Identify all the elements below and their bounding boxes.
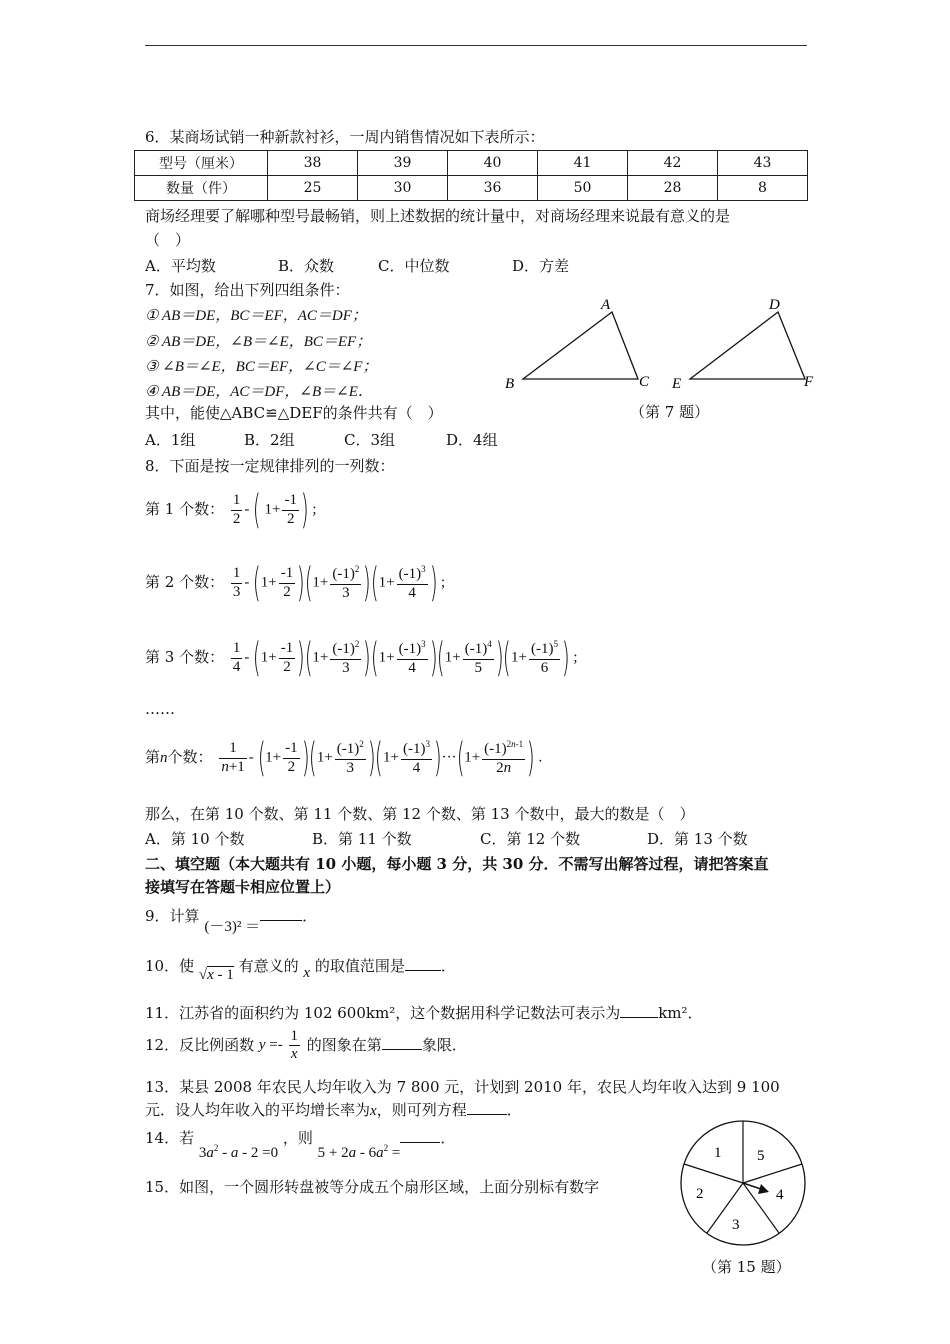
q13-answer-blank — [467, 1114, 507, 1115]
q13-text: 元．设人均年收入的平均增长率为 — [145, 1101, 371, 1119]
q10 — [145, 955, 456, 983]
q12 — [145, 1028, 467, 1064]
q8-n1-label: 第 1 个数： — [145, 500, 225, 518]
q7-condition-4: ④ AB＝DE，AC＝DF，∠B＝∠E． — [145, 384, 373, 400]
triangle-figure — [500, 292, 830, 392]
table-row — [135, 151, 808, 176]
q9-prefix: 9．计算 — [145, 907, 200, 925]
q9: 9．计算 (－3)² ＝． — [145, 907, 318, 935]
q8-number-3 — [145, 635, 578, 681]
q8-question: 那么，在第 10 个数、第 11 个数、第 12 个数、第 13 个数中，最大的数是（ ） — [145, 805, 695, 823]
q11-unit: km²． — [658, 1004, 703, 1022]
q8-n2-expression: $\frac{1}{3}$ - (1+ $\frac{-1}{2}$ )(1+ $\frac{(-1)^2}{3}$ )(1+ $\frac{(-1)^3}{4}$ ) ; — [232, 560, 446, 606]
q6-question-line2: （ ） — [145, 231, 191, 249]
q8-option-c: C．第 12 个数 — [480, 830, 581, 848]
q7-condition-1: ① AB＝DE，BC＝EF，AC＝DF； — [145, 308, 367, 324]
q14-condition: $3a^2 - a - 2 =0$ — [198, 1143, 279, 1161]
spinner-figure — [680, 1118, 812, 1250]
q6-option-c: C．中位数 — [378, 257, 450, 275]
table-cell: 28 — [628, 176, 718, 201]
header-rule — [145, 45, 807, 46]
q14-end: ． — [440, 1129, 456, 1147]
sector-divider — [684, 1164, 743, 1183]
q11-answer-blank — [620, 1017, 658, 1018]
q15-caption: （第 15 题） — [702, 1258, 791, 1276]
label-e: E — [672, 376, 682, 392]
triangle-def — [690, 312, 805, 379]
q9-expression: (－3)² ＝ — [204, 919, 261, 935]
q8-ellipsis: …… — [145, 700, 175, 718]
q7-option-d: D．4组 — [446, 431, 498, 449]
table-cell: 30 — [358, 176, 448, 201]
q13-var: x — [370, 1103, 377, 1119]
q14 — [145, 1127, 456, 1161]
q10-mid: 有意义的 — [238, 957, 299, 975]
sector-label-4: 4 — [776, 1187, 784, 1203]
q8-nn-label-b: 个数： — [167, 748, 213, 766]
section2-heading-line1: 二、填空题（本大题共有 10 小题，每小题 3 分，共 30 分．不需写出解答过程，请把答案直 — [145, 855, 769, 873]
pointer-arrow-icon — [758, 1184, 769, 1194]
table-header-count: 数量（件） — [135, 176, 268, 201]
table-cell: 8 — [718, 176, 808, 201]
table-cell: 40 — [448, 151, 538, 176]
label-f: F — [804, 374, 814, 390]
label-c: C — [639, 374, 650, 390]
q7-option-a: A．1组 — [145, 431, 196, 449]
q8-stem: 8．下面是按一定规律排列的一列数： — [145, 457, 395, 475]
q8-number-1 — [145, 487, 317, 533]
q12-answer-blank — [382, 1049, 422, 1050]
q10-end: ． — [440, 957, 456, 975]
q8-option-d: D．第 13 个数 — [647, 830, 748, 848]
q12-suffix: 象限． — [421, 1035, 467, 1054]
table-header-size: 型号（厘米） — [135, 151, 268, 176]
q7-option-b: B．2组 — [244, 431, 295, 449]
q8-n2-label: 第 2 个数： — [145, 573, 225, 591]
q6-option-b: B．众数 — [278, 257, 335, 275]
q14-answer-blank — [400, 1142, 440, 1143]
q7-caption: （第 7 题） — [630, 403, 710, 421]
q8-option-a: A．第 10 个数 — [145, 830, 245, 848]
q11 — [145, 1002, 703, 1023]
sector-label-5: 5 — [757, 1148, 765, 1164]
q14-prefix: 14．若 — [145, 1129, 195, 1147]
q12-function: y =- $\frac{1}{x}$ — [258, 1028, 299, 1063]
q15-text: 15．如图，一个圆形转盘被等分成五个扇形区域，上面分别标有数字 — [145, 1178, 600, 1196]
q10-suffix: 的取值范围是 — [314, 957, 405, 975]
q7-stem: 7．如图，给出下列四组条件： — [145, 281, 350, 299]
q7-condition-2: ② AB＝DE，∠B＝∠E，BC＝EF； — [145, 334, 372, 350]
q7-option-c: C．3组 — [344, 431, 396, 449]
q6-stem: 6．某商场试销一种新款衬衫，一周内销售情况如下表所示： — [145, 128, 545, 146]
q9-answer-blank — [260, 920, 302, 921]
q8-nn-var: n — [160, 750, 168, 766]
table-cell: 25 — [268, 176, 358, 201]
sales-table — [134, 150, 808, 201]
table-cell: 50 — [538, 176, 628, 201]
q10-var: x — [303, 965, 311, 981]
q7-question: 其中，能使△ABC≌△DEF的条件共有（ ） — [145, 404, 443, 422]
table-cell: 43 — [718, 151, 808, 176]
triangle-abc — [523, 312, 638, 379]
q11-text: 11．江苏省的面积约为 102 600km²，这个数据用科学记数法可表示为 — [145, 1004, 621, 1022]
label-b: B — [505, 376, 515, 392]
q12-prefix: 12．反比例函数 — [145, 1035, 255, 1054]
q8-nn-expression: $\frac{1}{n+1}$ - (1+ $\frac{-1}{2}$ )(1+ $\frac{(-1)^2}{3}$ )(1+ $\frac{(-1)^3}{4}$ )···(1+ $\frac{(-1)^{2n-1}}{2n}$ ) . — [221, 735, 543, 781]
table-cell: 42 — [628, 151, 718, 176]
q6-question-line1: 商场经理要了解哪种型号最畅销，则上述数据的统计量中，对商场经理来说最有意义的是 — [145, 207, 731, 225]
sector-label-3: 3 — [732, 1217, 740, 1233]
q13-line1: 13．某县 2008 年农民人均年收入为 7 800 元，计划到 2010 年，农民人均年收入达到 9 100 — [145, 1078, 780, 1096]
q8-number-2 — [145, 560, 446, 606]
label-a: A — [601, 297, 611, 313]
q13-line2 — [145, 1099, 522, 1120]
q8-n3-expression: $\frac{1}{4}$ - (1+ $\frac{-1}{2}$ )(1+ $\frac{(-1)^2}{3}$ )(1+ $\frac{(-1)^3}{4}$ )(1+ $\frac{(-1)^4}{5}$ )(1+ $\frac{(-1)^5}{6}$ ) ; — [232, 635, 578, 681]
q13-text2: ，则可列方程 — [376, 1101, 467, 1119]
table-row — [135, 176, 808, 201]
q10-prefix: 10．使 — [145, 957, 195, 975]
q10-sqrt: √x - 1 — [198, 967, 234, 983]
table-cell: 38 — [268, 151, 358, 176]
sector-label-1: 1 — [714, 1145, 722, 1161]
q6-option-d: D．方差 — [512, 257, 570, 275]
q10-answer-blank — [405, 970, 441, 971]
q8-option-b: B．第 11 个数 — [312, 830, 412, 848]
section2-heading-line2: 接填写在答题卡相应位置上） — [145, 878, 341, 896]
q14-mid: ，则 — [282, 1129, 313, 1147]
q8-number-n — [145, 735, 543, 781]
q6-option-a: A．平均数 — [145, 257, 216, 275]
q14-expression: $5 + 2a - 6a^2$ = — [317, 1143, 401, 1161]
table-cell: 39 — [358, 151, 448, 176]
sector-label-2: 2 — [696, 1186, 704, 1202]
sector-divider — [743, 1164, 802, 1183]
table-cell: 36 — [448, 176, 538, 201]
q13-end: ． — [506, 1101, 522, 1119]
label-d: D — [769, 297, 780, 313]
q12-mid: 的图象在第 — [306, 1035, 382, 1054]
q8-n3-label: 第 3 个数： — [145, 648, 225, 666]
table-cell: 41 — [538, 151, 628, 176]
q8-n1-expression: $\frac{1}{2}$ - ( 1+ $\frac{-1}{2}$ ) ; — [232, 487, 317, 533]
q7-condition-3: ③ ∠B＝∠E，BC＝EF，∠C＝∠F； — [145, 359, 378, 375]
q8-nn-label-a: 第 — [145, 748, 161, 766]
